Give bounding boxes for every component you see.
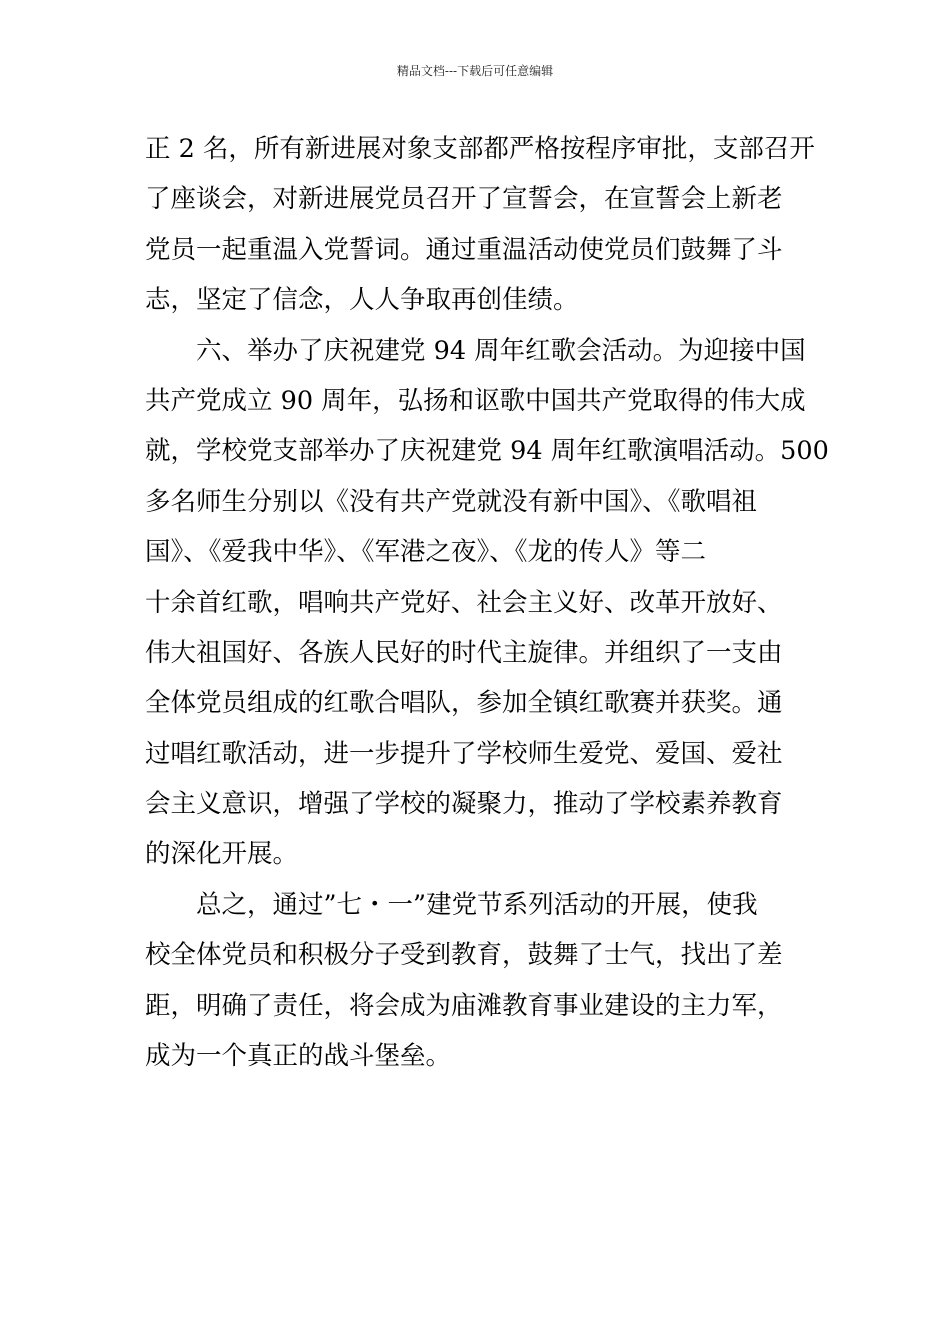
paragraph-start-line: 六、举办了庆祝建党 94 周年红歌会活动。为迎接中国 — [196, 335, 806, 366]
body-line: 党员一起重温入党誓词。通过重温活动使党员们鼓舞了斗 — [145, 234, 783, 265]
body-line: 国》、《爱我中华》、《军港之夜》、《龙的传人》等二 — [145, 537, 707, 568]
body-line: 距，明确了责任，将会成为庙滩教育事业建设的主力军， — [145, 990, 783, 1021]
body-line: 的深化开展。 — [145, 839, 299, 870]
body-line: 过唱红歌活动，进一步提升了学校师生爱党、爱国、爱社 — [145, 738, 783, 769]
body-line: 多名师生分别以《没有共产党就没有新中国》、《歌唱祖 — [145, 486, 758, 517]
body-line: 成为一个真正的战斗堡垒。 — [145, 1041, 452, 1072]
body-line: 会主义意识，增强了学校的凝聚力，推动了学校素养教育 — [145, 789, 783, 820]
body-line: 志，坚定了信念，人人争取再创佳绩。 — [145, 285, 579, 316]
body-line: 了座谈会，对新进展党员召开了宣誓会，在宣誓会上新老 — [145, 184, 783, 215]
page-header: 精品文档---下载后可任意编辑 — [396, 64, 554, 78]
paragraph-start-line: 总之，通过”七・一”建党节系列活动的开展，使我 — [196, 889, 758, 920]
body-line: 就，学校党支部举办了庆祝建党 94 周年红歌演唱活动。500 — [145, 436, 829, 467]
body-line: 正 2 名，所有新进展对象支部都严格按程序审批，支部召开 — [145, 134, 815, 164]
body-line: 校全体党员和积极分子受到教育，鼓舞了士气，找出了差 — [145, 940, 783, 971]
body-line: 伟大祖国好、各族人民好的时代主旋律。并组织了一支由 — [145, 637, 783, 668]
body-line: 共产党成立 90 周年，弘扬和讴歌中国共产党取得的伟大成 — [145, 385, 806, 416]
document-body — [145, 124, 829, 1081]
body-line: 全体党员组成的红歌合唱队，参加全镇红歌赛并获奖。通 — [145, 688, 783, 719]
body-line: 十余首红歌，唱响共产党好、社会主义好、改革开放好、 — [145, 587, 783, 618]
